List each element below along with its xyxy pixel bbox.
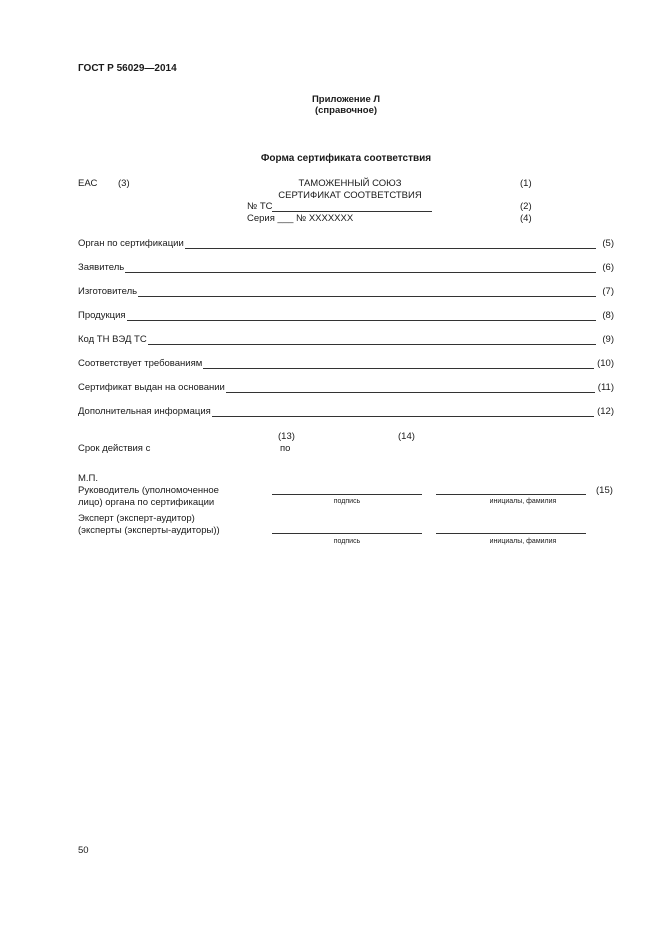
certificate-title: СЕРТИФИКАТ СООТВЕТСТВИЯ <box>278 190 422 201</box>
field-label: Продукция <box>78 310 126 321</box>
field-ref-number: (9) <box>599 334 614 345</box>
expert-signature-caption: подпись <box>333 538 361 545</box>
head-label-line2: лицо) органа по сертификации <box>78 497 215 508</box>
page-number: 50 <box>78 845 89 856</box>
head-label-line1: Руководитель (уполномоченное <box>78 485 219 496</box>
field-row-certification-body <box>78 238 614 250</box>
series-line: Серия ___ № XXXXXXX <box>247 213 354 224</box>
form-title: Форма сертификата соответствия <box>260 153 432 164</box>
field-row-manufacturer <box>78 286 614 298</box>
field-row-tn-ved-code <box>78 334 614 346</box>
ts-number-label: № ТС <box>247 201 273 212</box>
field-ref-number: (11) <box>595 382 614 393</box>
field-label: Код ТН ВЭД ТС <box>78 334 147 345</box>
field-ref-number: (6) <box>599 262 614 273</box>
field-ref-number: (10) <box>594 358 614 369</box>
field-ref-number: (8) <box>599 310 614 321</box>
union-title: ТАМОЖЕННЫЙ СОЮЗ <box>298 178 402 189</box>
field-row-product <box>78 310 614 322</box>
appendix-title: Приложение Л <box>311 94 381 105</box>
validity-to-ref: (14) <box>398 431 415 442</box>
expert-label-line1: Эксперт (эксперт-аудитор) <box>78 513 195 524</box>
standard-number: ГОСТ Р 56029—2014 <box>78 63 177 74</box>
field-underline <box>78 344 596 345</box>
head-ref-number: (15) <box>596 485 613 496</box>
field-label: Сертификат выдан на основании <box>78 382 225 393</box>
head-initials-caption: инициалы, фамилия <box>489 498 557 505</box>
ts-ref-number: (2) <box>520 201 532 212</box>
field-row-issued-basis <box>78 382 614 394</box>
field-row-applicant <box>78 262 614 274</box>
field-ref-number: (12) <box>594 406 614 417</box>
field-label: Орган по сертификации <box>78 238 184 249</box>
expert-initials-caption: инициалы, фамилия <box>489 538 557 545</box>
field-label: Дополнительная информация <box>78 406 211 417</box>
union-ref-number: (1) <box>520 178 532 189</box>
stamp-place: М.П. <box>78 473 99 484</box>
series-ref-number: (4) <box>520 213 532 224</box>
expert-initials-line <box>436 533 586 534</box>
field-underline <box>78 272 596 273</box>
appendix-subtitle: (справочное) <box>314 105 378 116</box>
field-row-requirements <box>78 358 614 370</box>
field-label: Изготовитель <box>78 286 138 297</box>
field-ref-number: (7) <box>599 286 614 297</box>
expert-label-line2: (эксперты (эксперты-аудиторы)) <box>78 525 220 536</box>
field-row-additional-info <box>78 406 614 418</box>
validity-from-ref: (13) <box>278 431 295 442</box>
head-signature-line <box>272 494 422 495</box>
head-signature-caption: подпись <box>333 498 361 505</box>
field-ref-number: (5) <box>599 238 614 249</box>
field-label: Заявитель <box>78 262 125 273</box>
eac-mark: ЕАС <box>78 178 98 189</box>
expert-signature-line <box>272 533 422 534</box>
eac-ref-number: (3) <box>118 178 130 189</box>
ts-number-line <box>272 211 432 212</box>
validity-label: Срок действия с <box>78 443 151 454</box>
validity-to-label: по <box>280 443 291 454</box>
field-label: Соответствует требованиям <box>78 358 203 369</box>
field-underline <box>78 296 596 297</box>
head-initials-line <box>436 494 586 495</box>
field-underline <box>78 320 596 321</box>
